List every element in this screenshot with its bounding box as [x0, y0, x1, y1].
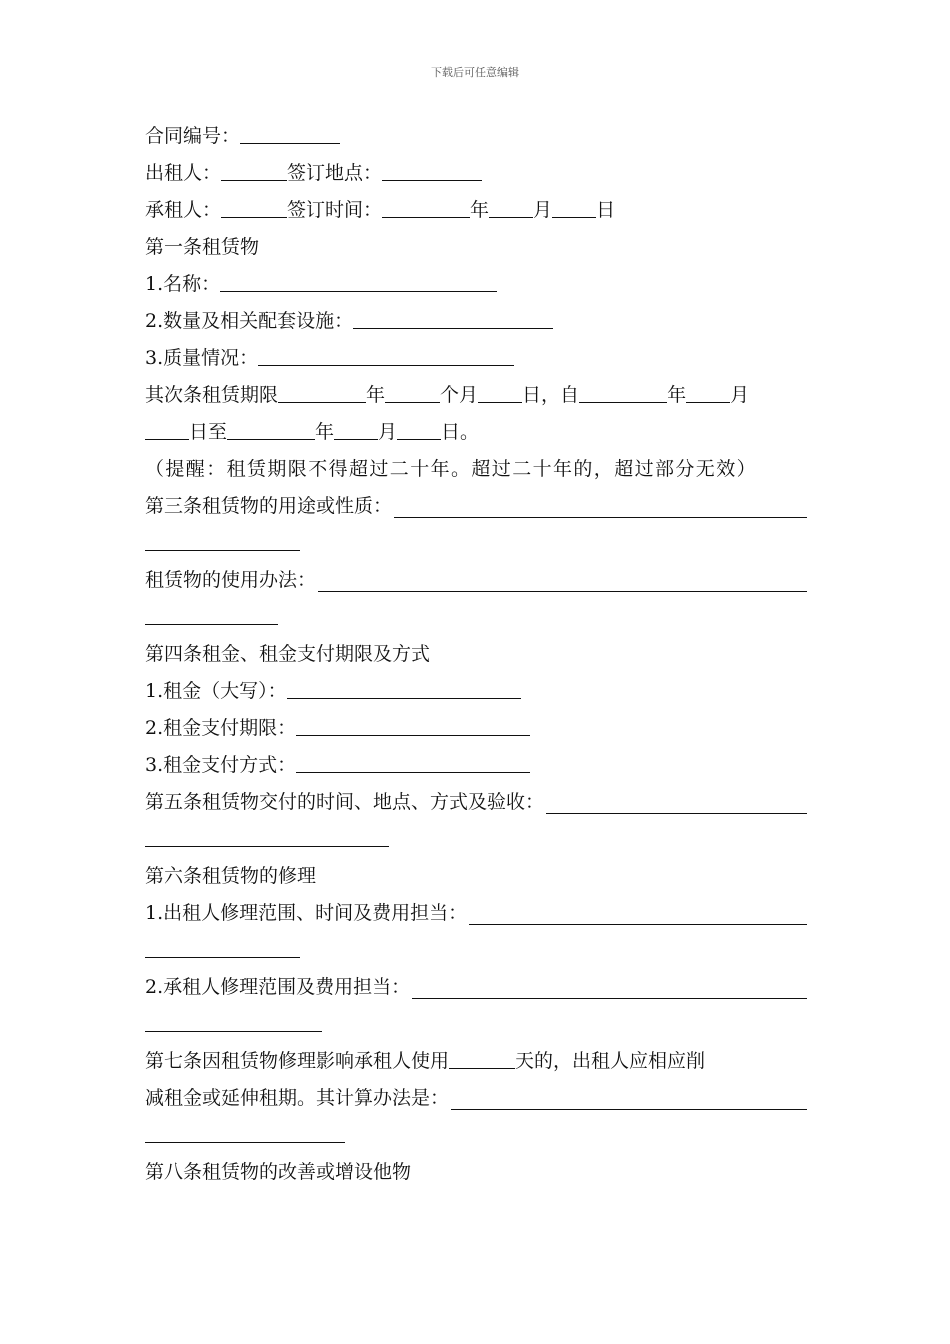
- article-1-item-3: [145, 340, 807, 377]
- delivery-blank-cont[interactable]: [145, 828, 389, 847]
- term-years-blank[interactable]: [278, 384, 366, 403]
- lessee-line: [145, 192, 807, 229]
- article-7-continuation: [145, 1117, 807, 1154]
- article-6-item-1: [145, 895, 807, 932]
- from-year-blank[interactable]: [579, 384, 667, 403]
- sign-place-label: 签订地点：: [287, 162, 383, 184]
- article-5-line: [145, 784, 807, 821]
- article-7-line-2: [145, 1080, 807, 1117]
- lessor-line: [145, 155, 807, 192]
- article-6-title: 第六条租赁物的修理: [145, 865, 317, 887]
- article-3-title-line: [145, 488, 807, 525]
- article-7-part-3: 减租金或延伸租期。其计算办法是：: [145, 1087, 450, 1109]
- sign-day-blank[interactable]: [552, 199, 596, 218]
- from-year-label: 年: [667, 384, 687, 406]
- lessor-blank[interactable]: [221, 162, 287, 181]
- article-7-line-1: [145, 1043, 807, 1080]
- item-quality-blank[interactable]: [258, 347, 514, 366]
- day-label: 日: [596, 199, 616, 221]
- lessee-blank[interactable]: [221, 199, 287, 218]
- article-1-item-1: [145, 266, 807, 303]
- article-2-title: 其次条租赁期限: [145, 384, 279, 406]
- article-4-item-1: [145, 673, 807, 710]
- article-6-item-1-continuation: [145, 932, 807, 969]
- calculation-blank[interactable]: [451, 1091, 807, 1110]
- article-8-title: 第八条租赁物的改善或增设他物: [145, 1161, 412, 1183]
- page-header-note: 下载后可任意编辑: [431, 66, 519, 79]
- article-6-item-2-continuation: [145, 1006, 807, 1043]
- article-5-title: 第五条租赁物交付的时间、地点、方式及验收：: [145, 791, 545, 813]
- sign-place-blank[interactable]: [382, 162, 482, 181]
- rent-period-label: 2.租金支付期限：: [145, 717, 297, 739]
- sign-year-blank[interactable]: [382, 199, 470, 218]
- rent-amount-blank[interactable]: [287, 680, 521, 699]
- article-5-continuation: [145, 821, 807, 858]
- lessor-label: 出租人：: [145, 162, 222, 184]
- to-month-blank[interactable]: [334, 421, 378, 440]
- article-3-usage-line: [145, 562, 807, 599]
- from-month-blank[interactable]: [686, 384, 730, 403]
- contract-number-line: [145, 118, 807, 155]
- article-4-item-3: [145, 747, 807, 784]
- lessor-repair-blank[interactable]: [469, 906, 807, 925]
- usage-method-continuation: [145, 599, 807, 636]
- usage-nature-blank[interactable]: [394, 499, 807, 518]
- to-year-label: 年: [315, 421, 335, 443]
- calculation-blank-cont[interactable]: [145, 1124, 345, 1143]
- term-from-label: 日，自: [522, 384, 580, 406]
- item-quantity-blank[interactable]: [353, 310, 553, 329]
- to-month-label: 月: [378, 421, 398, 443]
- rent-period-blank[interactable]: [296, 717, 530, 736]
- sign-month-blank[interactable]: [489, 199, 533, 218]
- usage-nature-blank-cont[interactable]: [145, 532, 300, 551]
- lessee-label: 承租人：: [145, 199, 222, 221]
- to-day-label: 日。: [441, 421, 480, 443]
- usage-method-blank[interactable]: [318, 573, 807, 592]
- lessee-repair-blank[interactable]: [412, 980, 807, 999]
- usage-method-blank-cont[interactable]: [145, 606, 278, 625]
- term-days-blank[interactable]: [478, 384, 522, 403]
- contract-number-blank[interactable]: [240, 125, 340, 144]
- article-4-title: 第四条租金、租金支付期限及方式: [145, 643, 431, 665]
- article-2-line-2: [145, 414, 807, 451]
- rent-amount-label: 1.租金（大写）：: [145, 680, 287, 702]
- article-1-title: 第一条租赁物: [145, 236, 260, 258]
- delivery-blank[interactable]: [546, 795, 807, 814]
- usage-method-label: 租赁物的使用办法：: [145, 569, 317, 591]
- year-label: 年: [470, 199, 490, 221]
- article-3-continuation: [145, 525, 807, 562]
- to-day-blank[interactable]: [397, 421, 441, 440]
- article-4-item-2: [145, 710, 807, 747]
- article-2-note: （提醒：租赁期限不得超过二十年。超过二十年的，超过部分无效）: [145, 458, 758, 480]
- item-quality-label: 3.质量情况：: [145, 347, 259, 369]
- article-7-part-1: 第七条因租赁物修理影响承租人使用: [145, 1050, 450, 1072]
- rent-method-label: 3.租金支付方式：: [145, 754, 297, 776]
- lessee-repair-label: 2.承租人修理范围及费用担当：: [145, 976, 411, 998]
- article-1-item-2: [145, 303, 807, 340]
- item-quantity-label: 2.数量及相关配套设施：: [145, 310, 354, 332]
- contract-number-label: 合同编号：: [145, 125, 241, 147]
- month-label: 月: [533, 199, 553, 221]
- rent-method-blank[interactable]: [296, 754, 530, 773]
- to-year-blank[interactable]: [227, 421, 315, 440]
- term-year-label: 年: [366, 384, 386, 406]
- contract-body: [145, 118, 807, 1191]
- item-name-label: 1.名称：: [145, 273, 221, 295]
- lessor-repair-blank-cont[interactable]: [145, 939, 300, 958]
- repair-days-blank[interactable]: [449, 1050, 515, 1069]
- item-name-blank[interactable]: [220, 273, 497, 292]
- lessee-repair-blank-cont[interactable]: [145, 1013, 322, 1032]
- from-month-label: 月: [730, 384, 750, 406]
- term-months-blank[interactable]: [385, 384, 440, 403]
- to-label: 日至: [189, 421, 228, 443]
- sign-time-label: 签订时间：: [287, 199, 383, 221]
- article-2-line-1: [145, 377, 807, 414]
- article-6-item-2: [145, 969, 807, 1006]
- article-3-title: 第三条租赁物的用途或性质：: [145, 495, 393, 517]
- lessor-repair-label: 1.出租人修理范围、时间及费用担当：: [145, 902, 468, 924]
- term-months-label: 个月: [440, 384, 479, 406]
- from-day-blank[interactable]: [145, 421, 189, 440]
- article-7-part-2: 天的，出租人应相应削: [515, 1050, 706, 1072]
